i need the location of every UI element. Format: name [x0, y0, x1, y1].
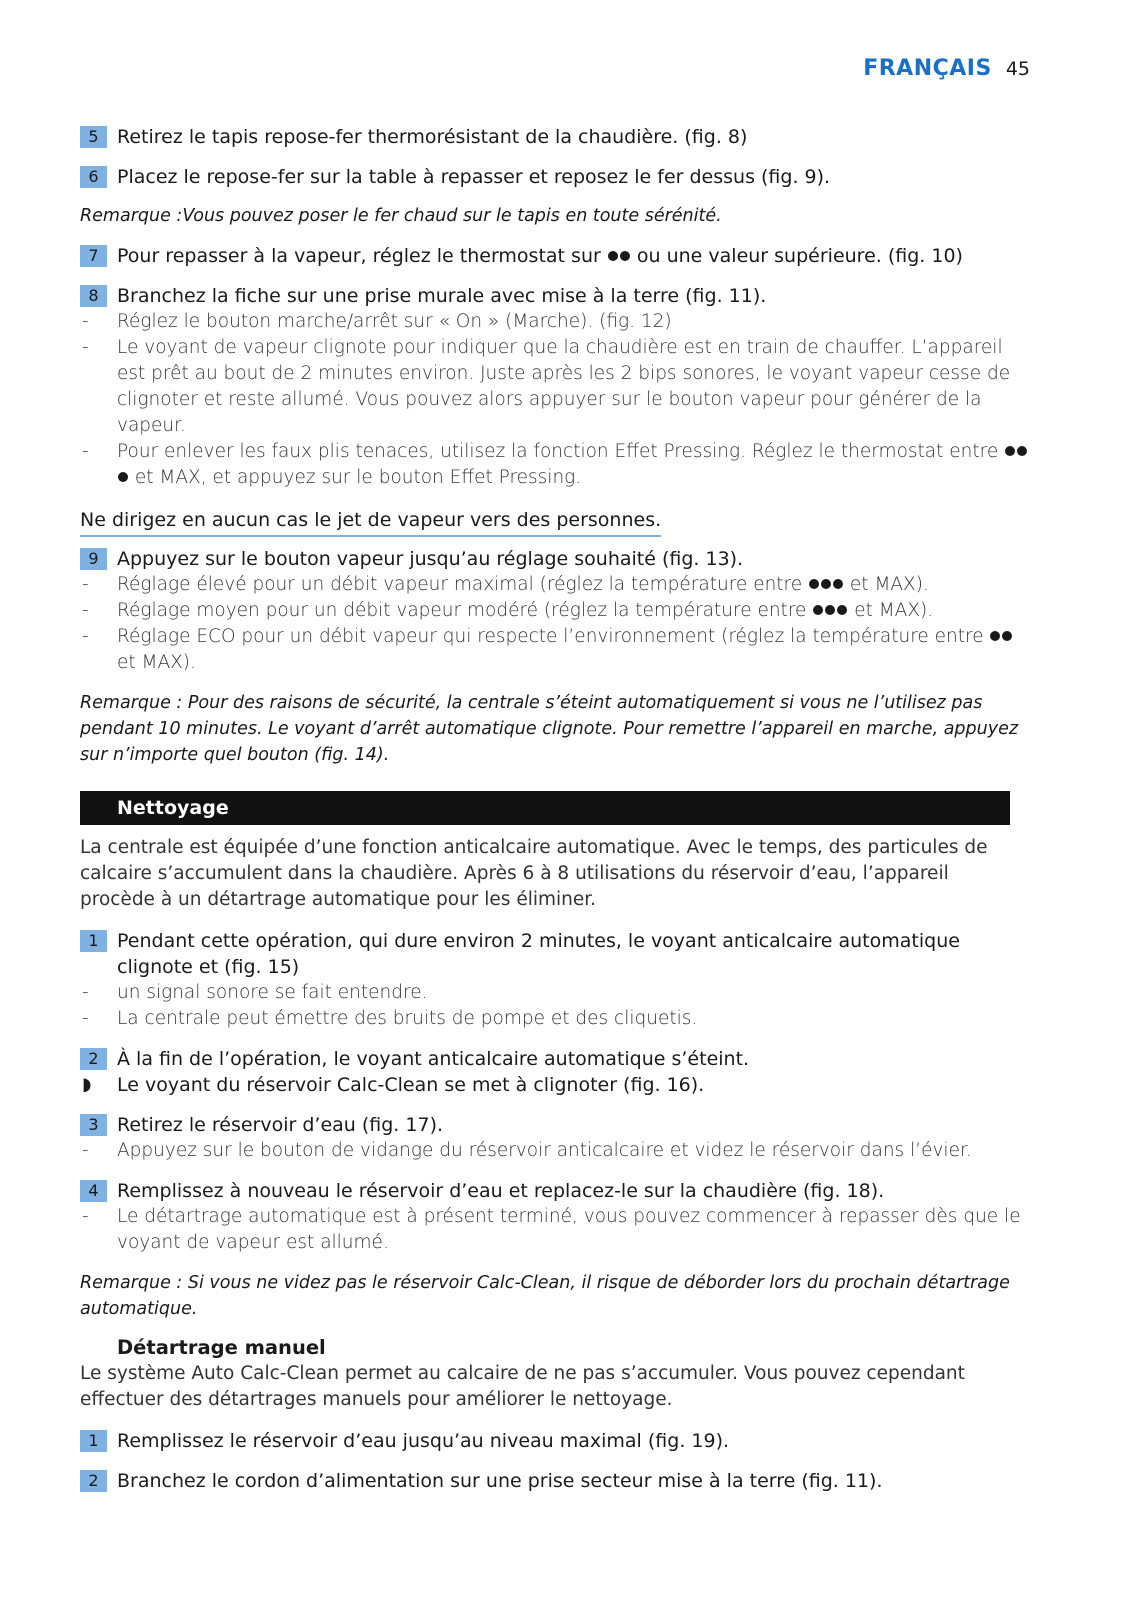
language-label: FRANÇAIS [863, 56, 992, 81]
cleaning-step-3 [80, 1112, 1067, 1138]
dash-icon: - [82, 441, 89, 462]
warning-block [80, 507, 1030, 537]
bullet-item [80, 1204, 1030, 1256]
bullet-text: La centrale peut émettre des bruits de pompe et des cliquetis. [117, 1008, 698, 1029]
bullet-text: Le détartrage automatique est à présent terminé, vous pouvez commencer à repasser dès que le voyant de vapeur est allumé. [117, 1206, 1021, 1253]
section-title-nettoyage: Nettoyage [80, 791, 1010, 825]
temp-dots-3-icon [812, 600, 848, 621]
step-9 [80, 546, 1067, 572]
subsection-title-detartrage: Détartrage manuel [117, 1336, 326, 1359]
step-number: 8 [80, 285, 107, 307]
bullet-text: Réglez le bouton marche/arrêt sur « On » (Marche). (fig. 12) [117, 311, 672, 332]
dash-icon: - [82, 337, 89, 358]
temp-dots-3-icon [808, 574, 844, 595]
temp-dots-2-icon [607, 245, 631, 267]
manual-step-2 [80, 1468, 1067, 1494]
bullet-text-after: et MAX). [854, 600, 934, 621]
cleaning-step-2 [80, 1046, 1067, 1072]
step-number: 3 [80, 1114, 107, 1136]
bullet-text: Réglage élevé pour un débit vapeur maximal (réglez la température entre [117, 574, 803, 595]
step-text: Branchez la fiche sur une prise murale avec mise à la terre (fig. 11). [117, 285, 767, 307]
page-number: 45 [1005, 58, 1030, 80]
dash-icon: - [82, 600, 89, 621]
note-auto-off: Remarque : Pour des raisons de sécurité, la centrale s’éteint automatiquement si vous ne l’utilisez pas pendant 10 minutes. Le voyant d’arrêt automatique clignote. Pour remettre l’appareil en marche, appuyez sur n’importe quel bouton (fig. 14). [80, 693, 1019, 765]
bullet-text: un signal sonore se fait entendre. [117, 982, 428, 1003]
note-hot-iron: Remarque :Vous pouvez poser le fer chaud sur le tapis en toute sérénité. [80, 206, 722, 226]
step-8 [80, 283, 1067, 309]
cleaning-step-1-bullets [80, 980, 1030, 1032]
step-text: Remplissez à nouveau le réservoir d’eau et replacez-le sur la chaudière (fig. 18). [117, 1180, 885, 1202]
dash-icon: - [82, 311, 89, 332]
bullet-item [80, 572, 1030, 598]
cleaning-step-3-bullets [80, 1138, 1030, 1164]
step-text: Branchez le cordon d’alimentation sur une prise secteur mise à la terre (fig. 11). [117, 1470, 883, 1492]
bullet-text: Appuyez sur le bouton de vidange du réservoir anticalcaire et videz le réservoir dans l’évier. [117, 1140, 972, 1161]
bullet-item [80, 439, 1030, 491]
bullet-text-after: et MAX, et appuyez sur le bouton Effet Pressing. [134, 467, 582, 488]
bullet-item [80, 335, 1030, 439]
step-text: Placez le repose-fer sur la table à repasser et reposez le fer dessus (fig. 9). [117, 166, 831, 188]
bullet-text: Réglage moyen pour un débit vapeur modéré (réglez la température entre [117, 600, 807, 621]
result-line [80, 1072, 1067, 1098]
step-number: 2 [80, 1048, 107, 1070]
step-text: À la fin de l’opération, le voyant anticalcaire automatique s’éteint. [117, 1048, 750, 1070]
cleaning-intro: La centrale est équipée d’une fonction anticalcaire automatique. Avec le temps, des particules de calcaire s’accumulent dans la chaudière. Après 6 à 8 utilisations du réservoir d’eau, l’appareil procède à un détartrage automatique pour les éliminer. [80, 837, 988, 910]
dash-icon: - [82, 1140, 89, 1161]
step-7 [80, 243, 1067, 269]
bullet-item [80, 598, 1030, 624]
step-text: Retirez le réservoir d’eau (fig. 17). [117, 1114, 444, 1136]
result-arrow-icon: ◗ [82, 1074, 92, 1095]
bullet-item [80, 1138, 1030, 1164]
manual-step-1 [80, 1428, 1067, 1454]
bullet-text-after: et MAX). [849, 574, 929, 595]
step-text: Pendant cette opération, qui dure environ 2 minutes, le voyant anticalcaire automatique clignote et (fig. 15) [117, 930, 960, 978]
dash-icon: - [82, 574, 89, 595]
step-number: 1 [80, 1430, 107, 1452]
cleaning-step-1 [80, 928, 1030, 980]
step-number: 4 [80, 1180, 107, 1202]
step-8-bullets [80, 309, 1030, 491]
bullet-item [80, 309, 1030, 335]
note-calc-clean: Remarque : Si vous ne videz pas le réservoir Calc-Clean, il risque de déborder lors du prochain détartrage automatique. [80, 1273, 1010, 1319]
step-text: Appuyez sur le bouton vapeur jusqu’au réglage souhaité (fig. 13). [117, 548, 744, 570]
step-9-bullets [80, 572, 1030, 676]
dash-icon: - [82, 982, 89, 1003]
step-6 [80, 164, 1067, 190]
bullet-text-after: et MAX). [117, 652, 196, 673]
steam-warning: Ne dirigez en aucun cas le jet de vapeur vers des personnes. [80, 507, 661, 537]
bullet-item [80, 980, 1030, 1006]
cleaning-step-4-bullets [80, 1204, 1030, 1256]
step-text: Retirez le tapis repose-fer thermorésistant de la chaudière. (fig. 8) [117, 126, 748, 148]
step-number: 7 [80, 245, 107, 267]
dash-icon: - [82, 1008, 89, 1029]
bullet-item [80, 624, 1030, 676]
bullet-text: Réglage ECO pour un débit vapeur qui respecte l’environnement (réglez la température entre [117, 626, 984, 647]
bullet-text: Pour enlever les faux plis tenaces, utilisez la fonction Effet Pressing. Réglez le thermostat entre [117, 441, 999, 462]
cleaning-step-4 [80, 1178, 1067, 1204]
step-number: 5 [80, 126, 107, 148]
step-text: Pour repasser à la vapeur, réglez le thermostat sur [117, 245, 601, 267]
manual-intro: Le système Auto Calc-Clean permet au calcaire de ne pas s’accumuler. Vous pouvez cependant effectuer des détartrages manuels pour améliorer le nettoyage. [80, 1363, 965, 1410]
step-text: Remplissez le réservoir d’eau jusqu’au niveau maximal (fig. 19). [117, 1430, 730, 1452]
step-number: 2 [80, 1470, 107, 1492]
step-number: 1 [80, 930, 107, 952]
bullet-item [80, 1006, 1030, 1032]
dash-icon: - [82, 626, 89, 647]
step-number: 9 [80, 548, 107, 570]
result-text: Le voyant du réservoir Calc-Clean se met à clignoter (fig. 16). [117, 1074, 705, 1096]
temp-dots-2-icon [989, 626, 1013, 647]
page-header [863, 56, 1030, 81]
step-text-after: ou une valeur supérieure. (fig. 10) [636, 245, 963, 267]
step-5 [80, 124, 1067, 150]
bullet-text: Le voyant de vapeur clignote pour indiquer que la chaudière est en train de chauffer. L’appareil est prêt au bout de 2 minutes environ. Juste après les 2 bips sonores, le voyant vapeur cesse de clignoter et reste allumé. Vous pouvez alors appuyer sur le bouton vapeur pour générer de la vapeur. [117, 337, 1011, 436]
step-number: 6 [80, 166, 107, 188]
dash-icon: - [82, 1206, 89, 1227]
